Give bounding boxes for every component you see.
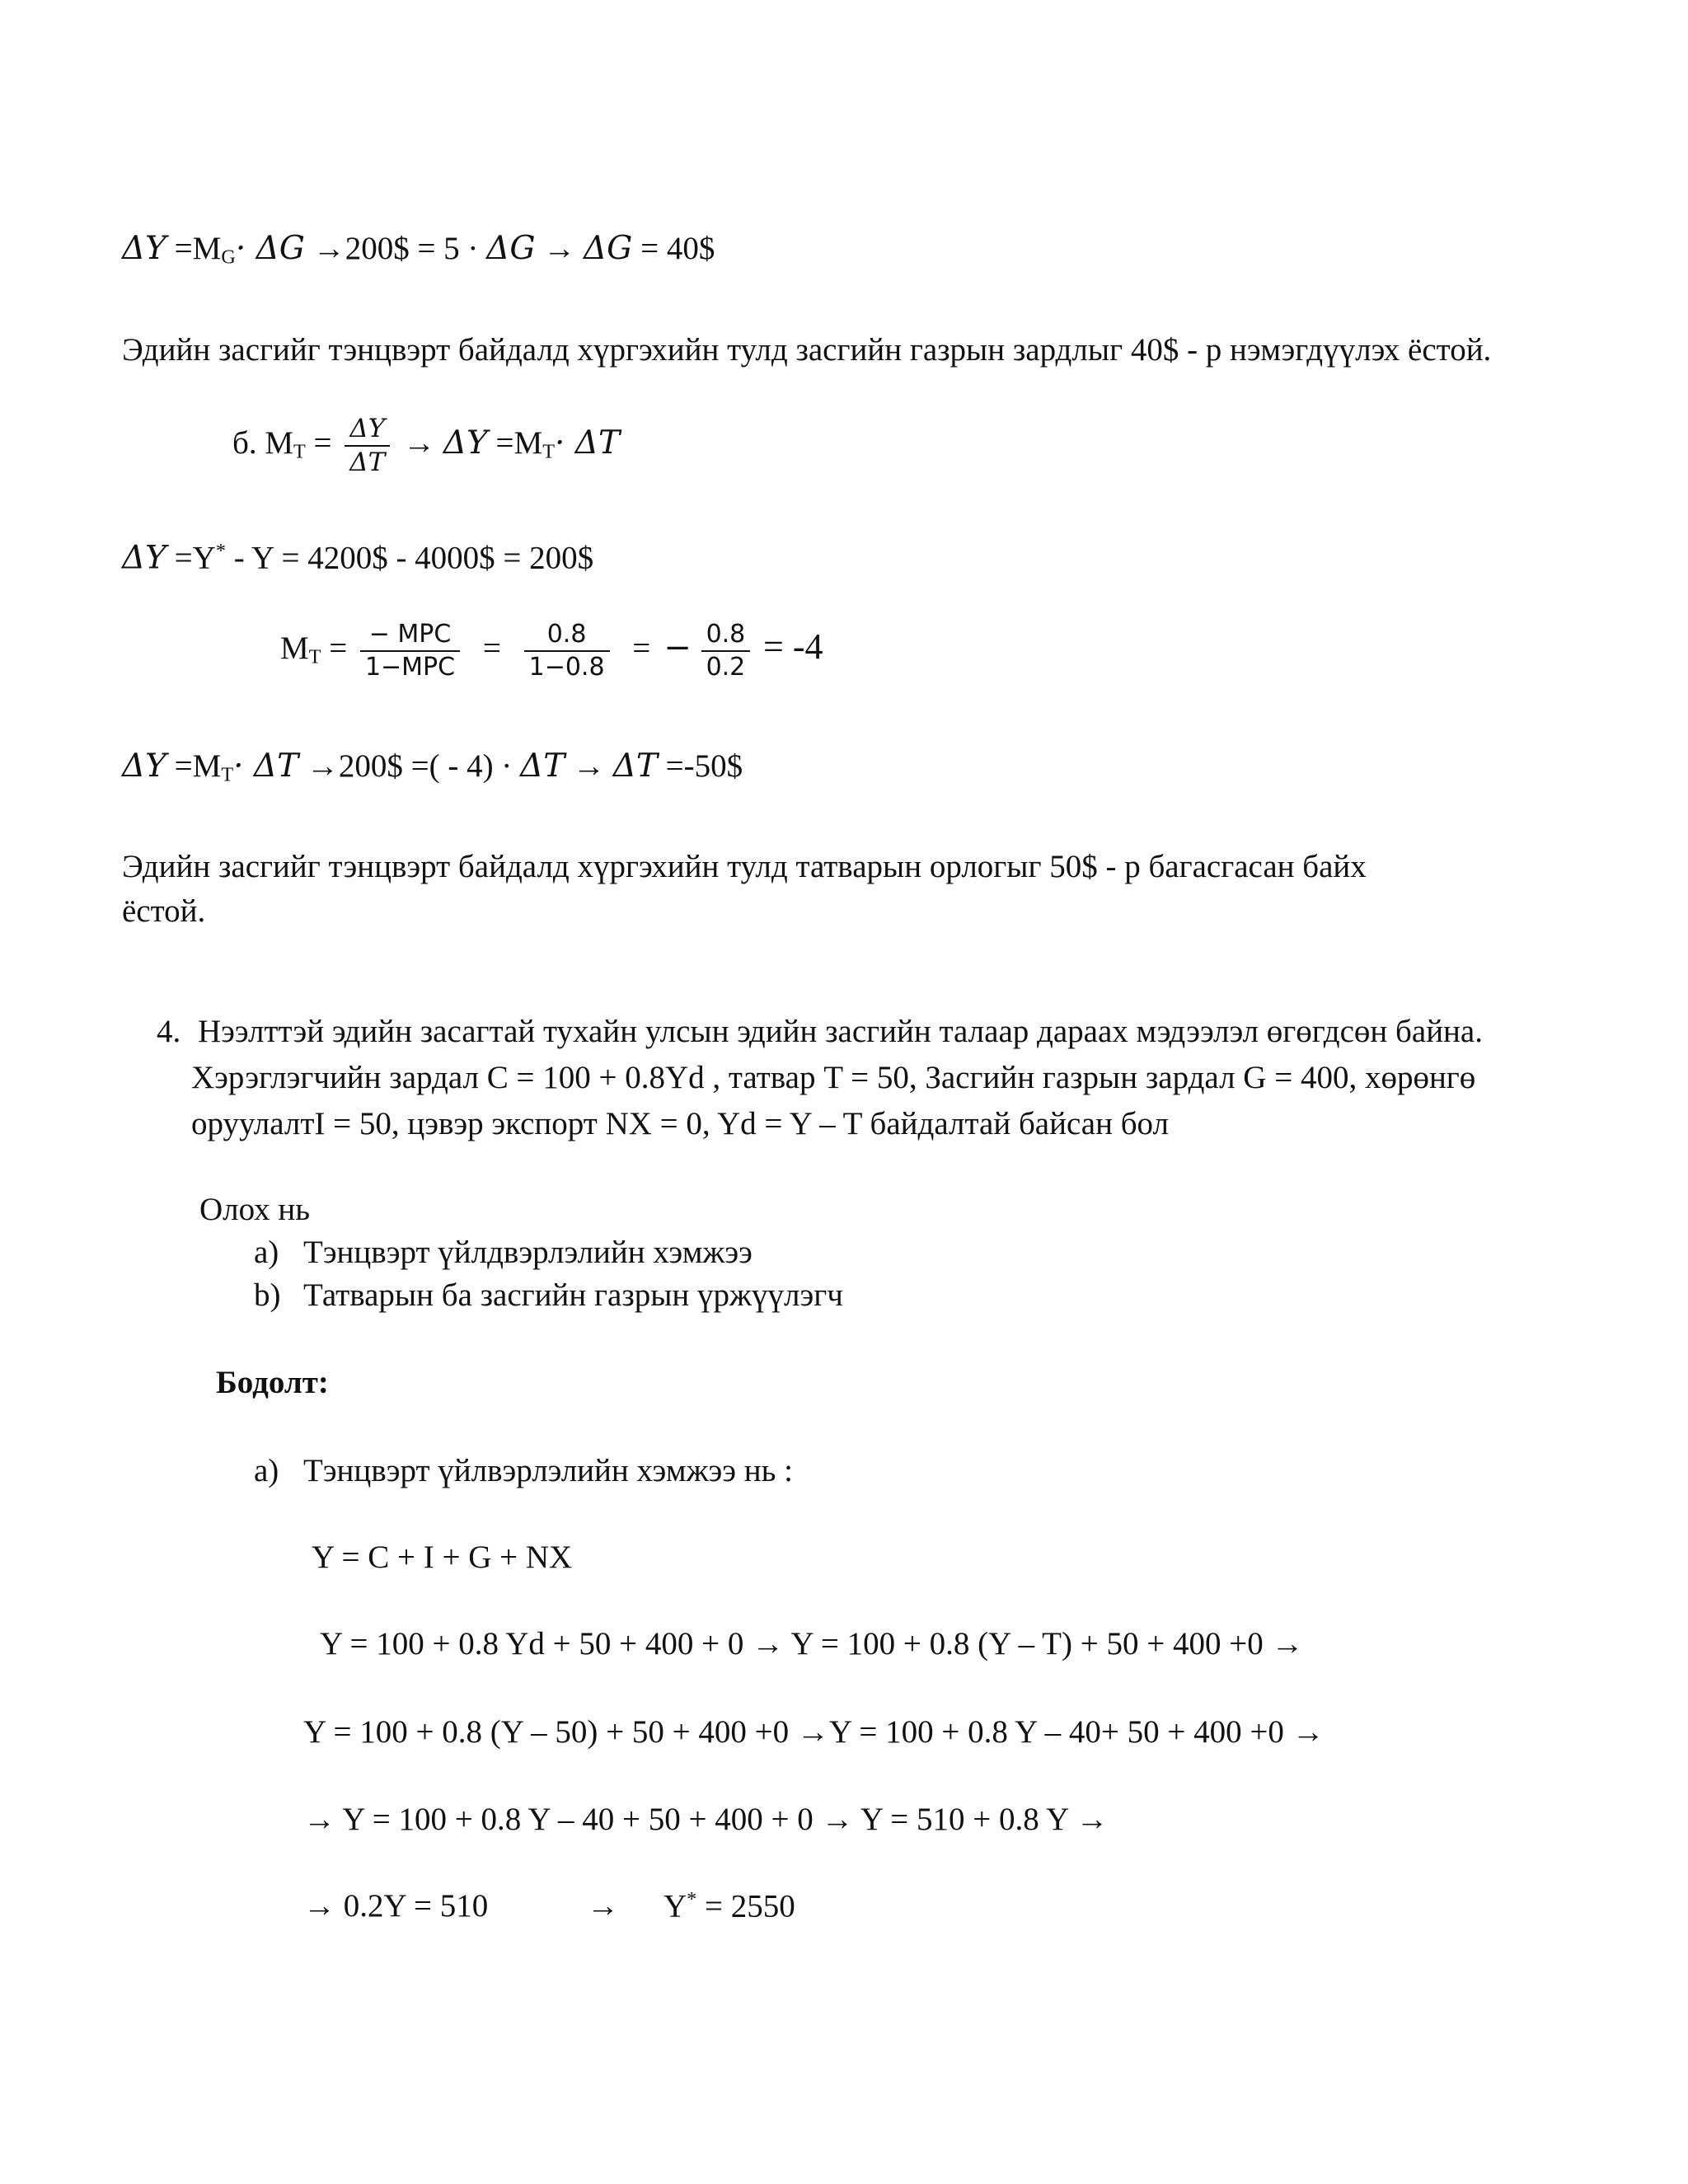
find-title: Олох нь: [199, 1192, 311, 1227]
equation-output-gap: ΔY =Y* - Y = 4200$ - 4000$ = 200$: [122, 539, 594, 577]
paragraph-government-spending: Эдийн засгийг тэнцвэрт байдалд хүргэхийн тулд засгийн газрын зардлыг 40$ - р нэмэгдүүлэх ёстой.: [122, 332, 1492, 368]
fraction-dy-dt: $\frac{\Delta Y}{\Delta T}$: [345, 416, 390, 476]
solution-equation-3: Y = 100 + 0.8 (Y – 50) + 50 + 400 +0 →Y = 100 + 0.8 Y – 40+ 50 + 400 +0 →: [303, 1714, 1325, 1750]
equation-delta-g: $\Delta Y =M_G\cdot \Delta G$ →200$ = 5 · ΔG → ΔG = 40$: [122, 230, 715, 269]
delta-y-symbol: ΔY: [122, 230, 166, 267]
equation-tax-multiplier-definition: б. $M_T$ = $\frac{\Delta Y}{\Delta T}$ → $\Delta Y =M_T\cdot \Delta T$: [232, 414, 620, 477]
fraction-mpc: $\frac{\text{− MPC}}{\text{1−MPC}}$: [360, 622, 460, 680]
solution-equation-4: → Y = 100 + 0.8 Y – 40 + 50 + 400 + 0 → Y = 510 + 0.8 Y →: [303, 1802, 1109, 1837]
fraction-08-over-1-minus-08: $\frac{0.8}{1-0.8}$: [524, 622, 610, 680]
equation-delta-t: $\Delta Y =M_T\cdot \Delta T$ →200$ =( - 4) · ΔT → ΔT =-50$: [122, 748, 743, 786]
question-4-number: 4.: [157, 1014, 181, 1049]
question-4-line3: оруулалтI = 50, цэвэр экспорт NX = 0, Yd = Y – T байдалтай байсан бол: [191, 1106, 1169, 1141]
question-4-line2: Хэрэглэгчийн зардал C = 100 + 0.8Yd , татвар T = 50, Засгийн газрын зардал G = 400, хөрөнгө: [191, 1060, 1476, 1095]
paragraph-tax-revenue-line1: Эдийн засгийг тэнцвэрт байдалд хүргэхийн тулд татварын орлогыг 50$ - р багасгасан байх: [122, 849, 1367, 884]
equation-tax-multiplier-value: $M_T$ = $\frac{\text{− MPC}}{\text{1−MPC}}$ = $\frac{0.8}{1-0.8}$ = − $\frac{0.8}{0.2}$ = -4: [280, 620, 823, 682]
solution-equation-5: → 0.2Y = 510: [303, 1888, 489, 1924]
question-4-line1: Нээлттэй эдийн засагтай тухайн улсын эдийн засгийн талаар дараах мэдээлэл өгөгдсөн байна.: [198, 1014, 1483, 1049]
solution-equation-5-arrow: →: [587, 1888, 619, 1924]
fraction-08-over-02: $\frac{0.8}{0.2}$: [701, 622, 751, 680]
solution-item-a-label: a): [254, 1453, 279, 1488]
solution-item-a-text: Тэнцвэрт үйлвэрлэлийн хэмжээ нь :: [303, 1453, 794, 1488]
solution-title: Бодолт:: [216, 1365, 329, 1400]
find-item-a-text: Тэнцвэрт үйлдвэрлэлийн хэмжээ: [303, 1235, 753, 1270]
solution-equilibrium-output: Y* = 2550: [663, 1888, 795, 1924]
solution-equation-2: Y = 100 + 0.8 Yd + 50 + 400 + 0 → Y = 100 + 0.8 (Y – T) + 50 + 400 +0 →: [320, 1626, 1304, 1661]
solution-equation-1: Y = C + I + G + NX: [312, 1540, 573, 1575]
paragraph-tax-revenue-line2: ёстой.: [122, 893, 206, 929]
find-item-a-label: a): [254, 1235, 279, 1270]
find-item-b-label: b): [254, 1277, 281, 1313]
find-item-b-text: Татварын ба засгийн газрын үржүүлэгч: [303, 1277, 843, 1313]
